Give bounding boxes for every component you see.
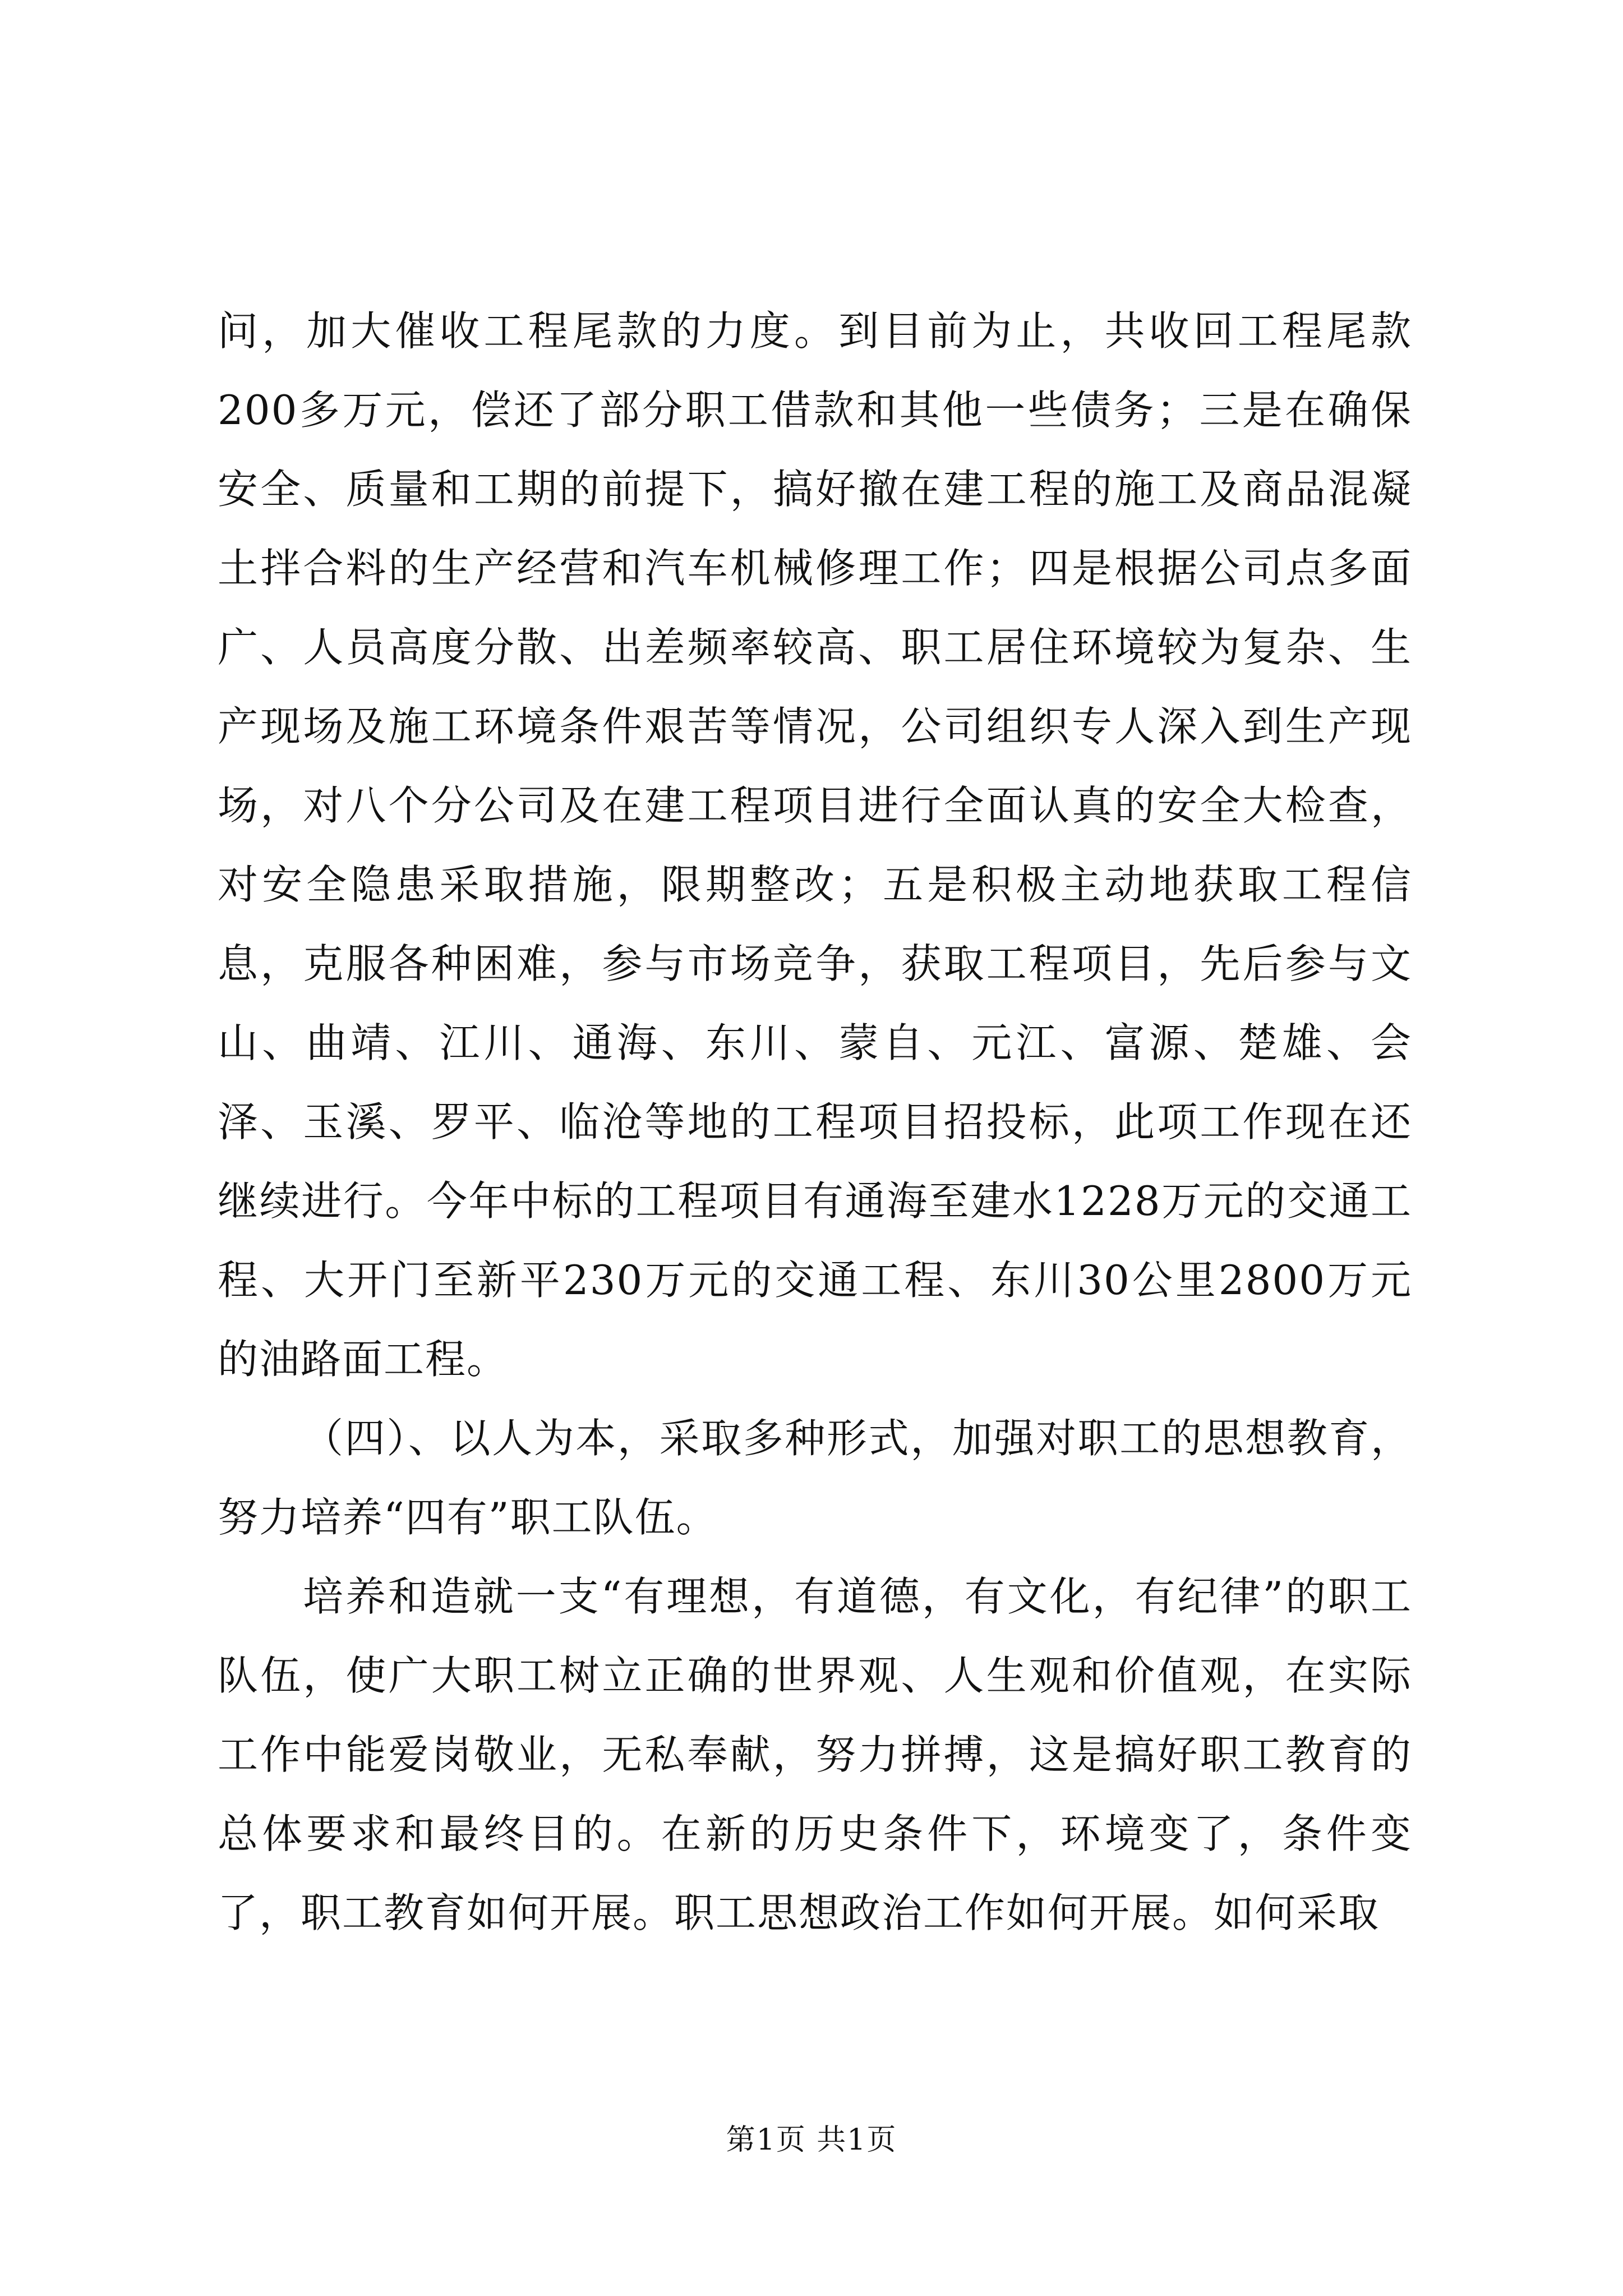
page-footer: 第1页 共1页	[726, 2123, 897, 2157]
paragraph-continuation: 问，加大催收工程尾款的力度。到目前为止，共收回工程尾款200多万元，偿还了部分职工借款和其他一些债务；三是在确保安全、质量和工期的前提下，搞好撤在建工程的施工及商品混凝土拌合料的生产经营和汽车机械修理工作；四是根据公司点多面广、人员高度分散、出差频率较高、职工居住环境较为复杂、生产现场及施工环境条件艰苦等情况，公司组织专人深入到生产现场，对八个分公司及在建工程项目进行全面认真的安全大检查，对安全隐患采取措施，限期整改；五是积极主动地获取工程信息，克服各种困难，参与市场竞争，获取工程项目，先后参与文山、曲靖、江川、通海、东川、蒙自、元江、富源、楚雄、会泽、玉溪、罗平、临沧等地的工程项目招投标，此项工作现在还继续进行。今年中标的工程项目有通海至建水1228万元的交通工程、大开门至新平230万元的交通工程、东川30公里2800万元的油路面工程。	[218, 307, 1412, 1383]
paragraph-education: 培养和造就一支“有理想，有道德，有文化，有纪律”的职工队伍，使广大职工树立正确的世界观、人生观和价值观，在实际工作中能爱岗敬业，无私奉献，努力拼搏，这是搞好职工教育的总体要求和最终目的。在新的历史条件下，环境变了，条件变了，职工教育如何开展。职工思想政治工作如何开展。如何采取	[218, 1573, 1412, 1936]
document-body	[218, 292, 1412, 1953]
section-heading-four: （四）、以人为本，采取多种形式，加强对职工的思想教育，努力培养“四有”职工队伍。	[218, 1415, 1412, 1541]
